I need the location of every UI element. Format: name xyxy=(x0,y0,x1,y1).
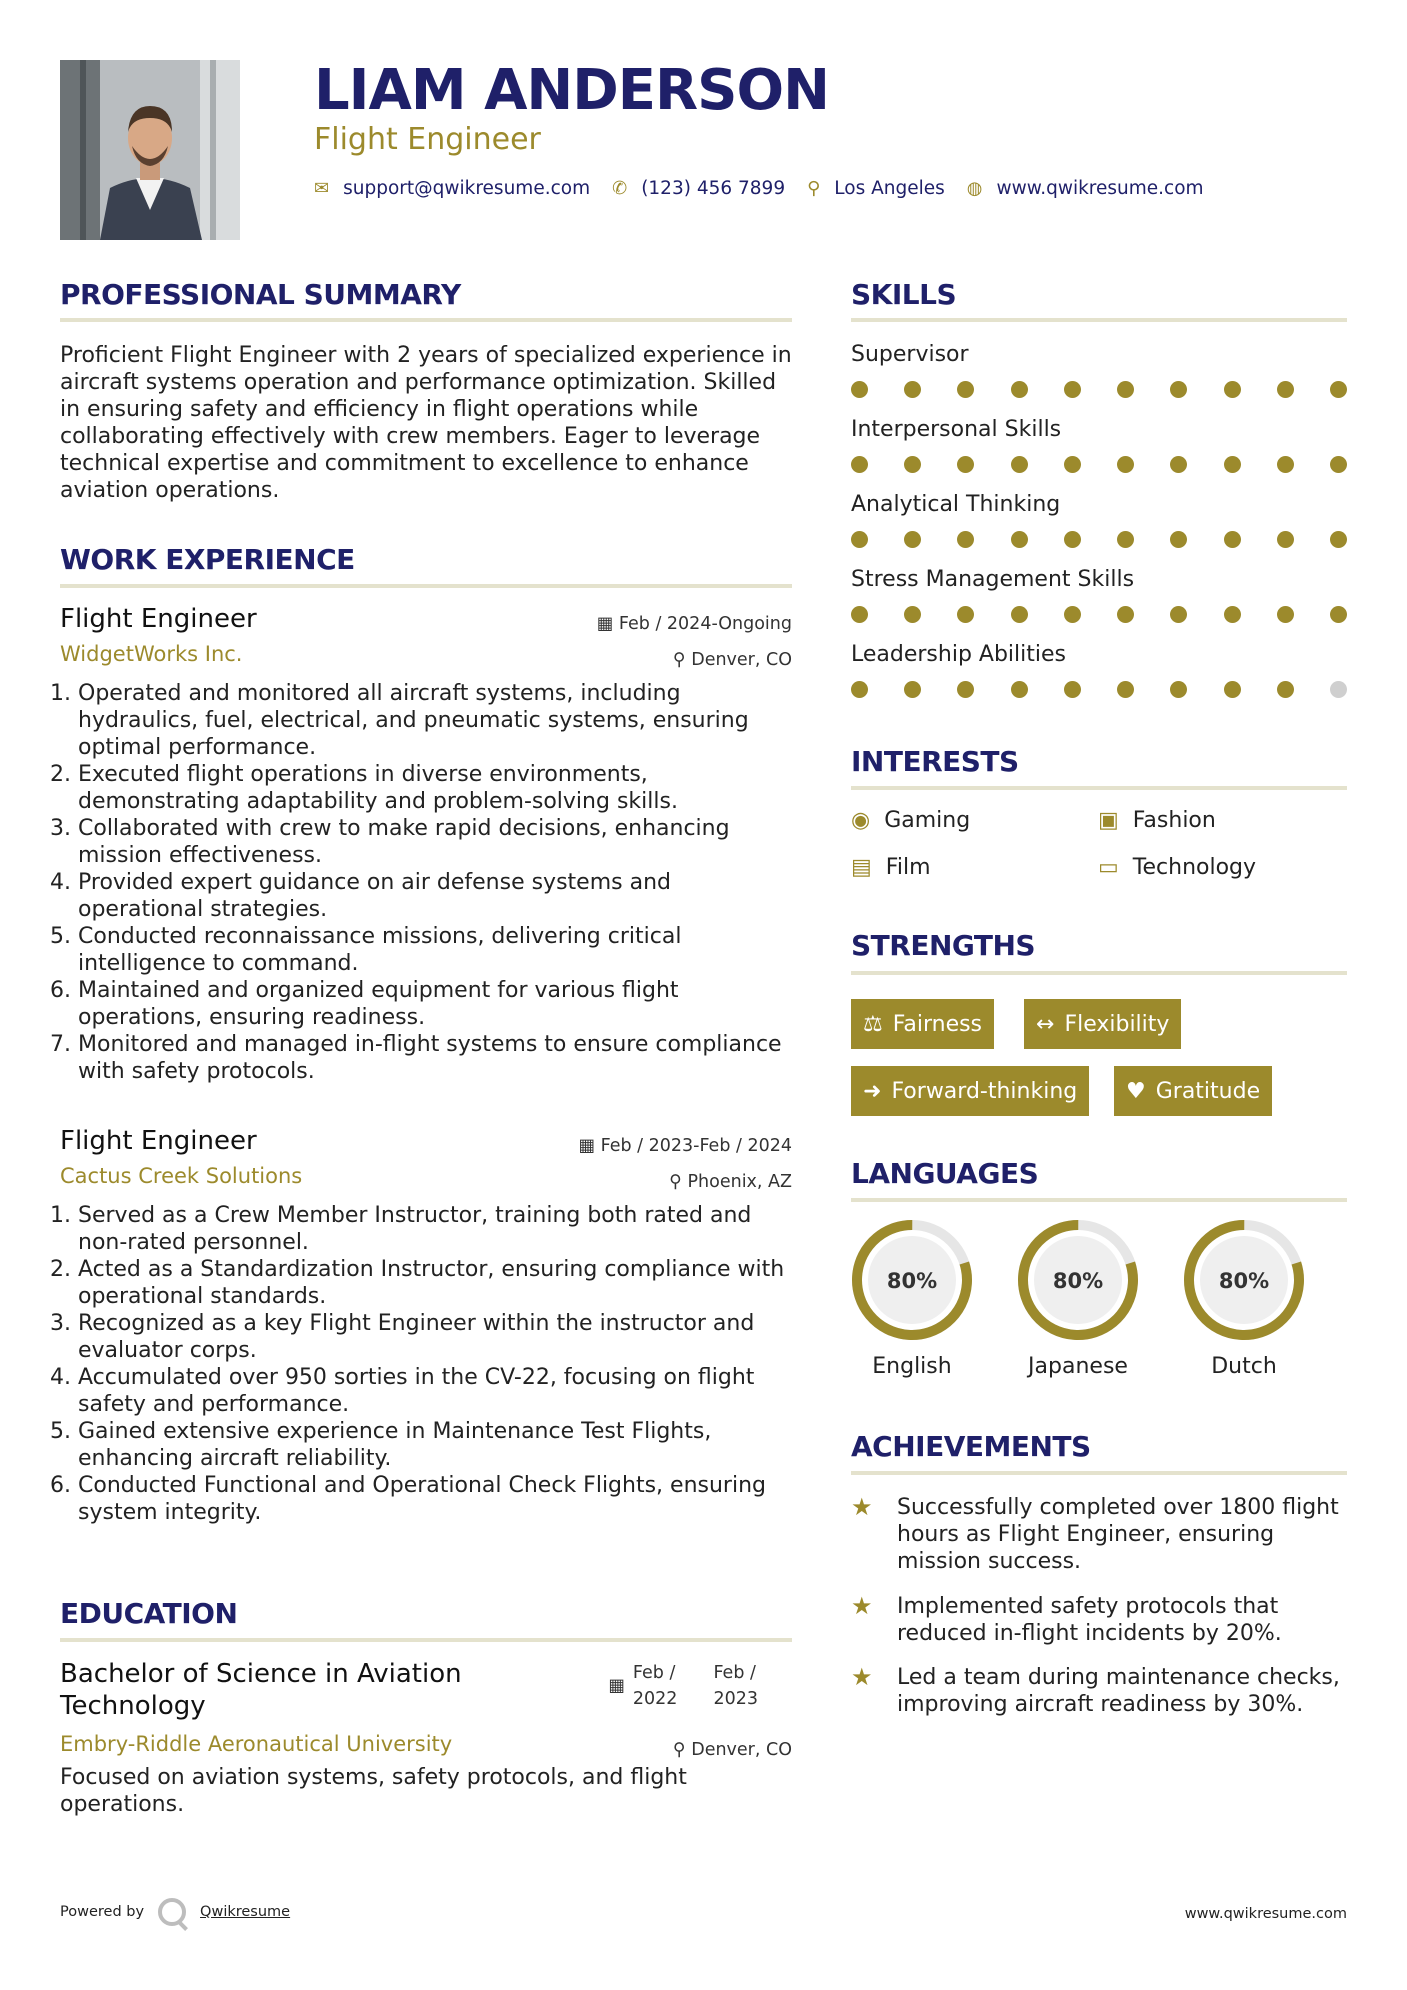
list-item: 7. Monitored and managed in-flight systems to ensure compliance with safety protocols. xyxy=(78,1031,792,1085)
rating-dot-filled xyxy=(1064,381,1081,398)
pin-icon: ⚲ xyxy=(669,1172,688,1192)
language-name: Japanese xyxy=(1028,1354,1128,1379)
rating-dot-filled xyxy=(851,681,868,698)
calendar-icon: ▦ xyxy=(596,614,619,634)
rating-dot-filled xyxy=(1330,381,1347,398)
education-dates xyxy=(608,1660,758,1712)
job-company: WidgetWorks Inc. xyxy=(60,642,243,666)
strength-tag-forward-thinking: ➜ Forward-thinking xyxy=(851,1066,1089,1116)
rating-dot-filled xyxy=(851,531,868,548)
interest-gaming: ◉ Gaming xyxy=(851,808,971,833)
list-item: 6. Maintained and organized equipment for various flight operations, ensuring readiness. xyxy=(78,977,792,1031)
rating-dot-filled xyxy=(851,456,868,473)
arrows-horizontal-icon: ↔ xyxy=(1036,1011,1055,1037)
education-heading: EDUCATION xyxy=(60,1597,238,1630)
skill-rating xyxy=(851,531,1347,548)
rating-dot-filled xyxy=(1330,456,1347,473)
rating-dot-filled xyxy=(1064,531,1081,548)
skill-rating xyxy=(851,456,1347,473)
summary-heading: PROFESSIONAL SUMMARY xyxy=(60,278,461,311)
list-item: 3. Collaborated with crew to make rapid decisions, enhancing mission effectiveness. xyxy=(78,815,792,869)
candidate-name: LIAM ANDERSON xyxy=(314,58,829,123)
language-item xyxy=(850,1218,974,1379)
job-bullets xyxy=(60,1202,792,1526)
interests-heading: INTERESTS xyxy=(851,745,1019,778)
phone-icon: ✆ xyxy=(612,178,628,199)
rating-dot-filled xyxy=(851,381,868,398)
rating-dot-filled xyxy=(1170,681,1187,698)
summary-text: Proficient Flight Engineer with 2 years of specialized experience in aircraft systems operation and performance optimization. Skilled in ensuring safety and efficiency in flight operations while collaborating effectively with crew members. Eager to leverage technical expertise and commitment to excellence to enhance aviation operations. xyxy=(60,343,792,503)
job-title: Flight Engineer xyxy=(60,604,257,634)
footer-powered-by xyxy=(60,1898,290,1926)
arrow-right-icon: ➜ xyxy=(863,1078,882,1104)
date-start: Feb / 2022 xyxy=(632,1663,678,1709)
skill-item xyxy=(851,567,1347,642)
rating-dot-filled xyxy=(904,531,921,548)
rating-dot-filled xyxy=(1277,381,1294,398)
education-divider xyxy=(60,1638,792,1642)
rating-dot-filled xyxy=(1277,456,1294,473)
rating-dot-filled xyxy=(1117,381,1134,398)
heart-icon: ♥ xyxy=(1126,1078,1146,1104)
rating-dot-filled xyxy=(1277,681,1294,698)
location-text: Los Angeles xyxy=(834,178,945,199)
rating-dot-filled xyxy=(904,381,921,398)
rating-dot-filled xyxy=(957,456,974,473)
rating-dot-empty xyxy=(1330,681,1347,698)
qwikresume-logo-icon xyxy=(158,1898,186,1926)
list-item: 1. Operated and monitored all aircraft systems, including hydraulics, fuel, electrical, and pneumatic systems, ensuring optimal performance. xyxy=(78,680,792,761)
rating-dot-filled xyxy=(957,681,974,698)
job-entry-2 xyxy=(60,1126,792,1546)
map-marker-icon: ⚲ xyxy=(807,178,821,199)
calendar-icon: ▦ xyxy=(608,1676,625,1696)
contact-website[interactable] xyxy=(967,178,1204,199)
skills-list xyxy=(851,342,1347,717)
rating-dot-filled xyxy=(1170,531,1187,548)
list-item: 4. Provided expert guidance on air defense systems and operational strategies. xyxy=(78,869,792,923)
job-title: Flight Engineer xyxy=(60,1126,257,1156)
pin-icon: ⚲ xyxy=(672,650,692,670)
summary-divider xyxy=(60,318,792,322)
rating-dot-filled xyxy=(1064,681,1081,698)
skill-item xyxy=(851,492,1347,567)
calendar-icon: ▦ xyxy=(578,1136,601,1156)
rating-dot-filled xyxy=(1011,681,1028,698)
profile-photo xyxy=(60,60,240,240)
job-company: Cactus Creek Solutions xyxy=(60,1164,303,1188)
rating-dot-filled xyxy=(1224,531,1241,548)
job-date: ▦ Feb / 2023-Feb / 2024 xyxy=(578,1136,792,1156)
globe-icon: ◍ xyxy=(966,178,983,199)
powered-by-text: Powered by xyxy=(60,1904,145,1920)
contact-bar xyxy=(314,178,1226,199)
envelope-icon: ✉ xyxy=(314,178,330,199)
language-name: English xyxy=(872,1354,952,1379)
shopping-bag-icon: ▣ xyxy=(1098,808,1119,833)
strengths-heading: STRENGTHS xyxy=(851,929,1036,962)
skill-rating xyxy=(851,381,1347,398)
skill-rating xyxy=(851,606,1347,623)
skill-label: Analytical Thinking xyxy=(851,492,1061,517)
language-ring xyxy=(1182,1218,1306,1342)
rating-dot-filled xyxy=(1117,456,1134,473)
list-item: 3. Recognized as a key Flight Engineer within the instructor and evaluator corps. xyxy=(78,1310,792,1364)
list-item: 5. Gained extensive experience in Maintenance Test Flights, enhancing aircraft reliability. xyxy=(78,1418,792,1472)
job-bullets xyxy=(60,680,792,1085)
job-location: ⚲ Denver, CO xyxy=(672,650,792,670)
rating-dot-filled xyxy=(1224,681,1241,698)
skill-item xyxy=(851,642,1347,717)
star-icon: ★ xyxy=(851,1493,873,1521)
list-item: 2. Acted as a Standardization Instructor, ensuring compliance with operational standards. xyxy=(78,1256,792,1310)
brand-link[interactable]: Qwikresume xyxy=(200,1904,291,1920)
rating-dot-filled xyxy=(1330,606,1347,623)
languages-heading: LANGUAGES xyxy=(851,1157,1039,1190)
achievements-divider xyxy=(851,1471,1347,1475)
rating-dot-filled xyxy=(1011,456,1028,473)
list-item: 1. Served as a Crew Member Instructor, training both rated and non-rated personnel. xyxy=(78,1202,792,1256)
rating-dot-filled xyxy=(1011,531,1028,548)
rating-dot-filled xyxy=(957,531,974,548)
strength-tag-flexibility: ↔ Flexibility xyxy=(1024,999,1181,1049)
list-item: 5. Conducted reconnaissance missions, delivering critical intelligence to command. xyxy=(78,923,792,977)
strength-tag-fairness: ⚖ Fairness xyxy=(851,999,994,1049)
skill-rating xyxy=(851,681,1347,698)
language-percent: 80% xyxy=(1052,1269,1104,1293)
rating-dot-filled xyxy=(1224,381,1241,398)
rating-dot-filled xyxy=(1011,381,1028,398)
skill-item xyxy=(851,342,1347,417)
rating-dot-filled xyxy=(1224,456,1241,473)
education-entry xyxy=(60,1658,792,1838)
job-entry-1 xyxy=(60,604,792,1104)
pin-icon: ⚲ xyxy=(672,1740,692,1760)
gamepad-icon: ◉ xyxy=(851,808,871,833)
website-text[interactable]: www.qwikresume.com xyxy=(996,178,1204,199)
contact-email[interactable] xyxy=(314,178,590,199)
rating-dot-filled xyxy=(1117,531,1134,548)
laptop-icon: ▭ xyxy=(1098,855,1119,880)
degree-line-2: Technology xyxy=(60,1691,206,1721)
language-item xyxy=(1016,1218,1140,1379)
rating-dot-filled xyxy=(1277,531,1294,548)
rating-dot-filled xyxy=(957,381,974,398)
skill-label: Supervisor xyxy=(851,342,969,367)
experience-divider xyxy=(60,584,792,588)
skills-heading: SKILLS xyxy=(851,278,957,311)
achievement-item-1: ★ Successfully completed over 1800 flight hours as Flight Engineer, ensuring mission success. xyxy=(851,1493,1339,1574)
rating-dot-filled xyxy=(1064,456,1081,473)
phone-text[interactable]: (123) 456 7899 xyxy=(641,178,786,199)
rating-dot-filled xyxy=(904,681,921,698)
experience-heading: WORK EXPERIENCE xyxy=(60,543,355,576)
rating-dot-filled xyxy=(1277,606,1294,623)
education-description: Focused on aviation systems, safety protocols, and flight operations. xyxy=(60,1765,687,1817)
language-percent: 80% xyxy=(886,1269,938,1293)
balance-scale-icon: ⚖ xyxy=(863,1011,883,1037)
achievement-item-3: ★ Led a team during maintenance checks, improving aircraft readiness by 30%. xyxy=(851,1663,1340,1717)
language-name: Dutch xyxy=(1211,1354,1277,1379)
rating-dot-filled xyxy=(1224,606,1241,623)
language-item xyxy=(1182,1218,1306,1379)
job-location: ⚲ Phoenix, AZ xyxy=(669,1172,792,1192)
contact-phone[interactable] xyxy=(612,178,785,199)
school-name: Embry-Riddle Aeronautical University xyxy=(60,1732,453,1756)
rating-dot-filled xyxy=(904,456,921,473)
rating-dot-filled xyxy=(1011,606,1028,623)
rating-dot-filled xyxy=(851,606,868,623)
achievements-heading: ACHIEVEMENTS xyxy=(851,1430,1091,1463)
email-text[interactable]: support@qwikresume.com xyxy=(343,178,591,199)
skill-label: Leadership Abilities xyxy=(851,642,1066,667)
skills-divider xyxy=(851,318,1347,322)
language-percent: 80% xyxy=(1218,1269,1270,1293)
star-icon: ★ xyxy=(851,1663,873,1691)
film-icon: ▤ xyxy=(851,855,872,880)
rating-dot-filled xyxy=(1170,381,1187,398)
language-ring xyxy=(1016,1218,1140,1342)
rating-dot-filled xyxy=(957,606,974,623)
candidate-title: Flight Engineer xyxy=(314,122,541,157)
interest-fashion: ▣ Fashion xyxy=(1098,808,1216,833)
rating-dot-filled xyxy=(1117,681,1134,698)
list-item: 2. Executed flight operations in diverse environments, demonstrating adaptability and problem-solving skills. xyxy=(78,761,792,815)
strength-tag-gratitude: ♥ Gratitude xyxy=(1114,1066,1272,1116)
skill-item xyxy=(851,417,1347,492)
job-date: ▦ Feb / 2024-Ongoing xyxy=(596,614,792,634)
list-item: 4. Accumulated over 950 sorties in the CV-22, focusing on flight safety and performance. xyxy=(78,1364,792,1418)
education-location: ⚲ Denver, CO xyxy=(672,1740,792,1760)
rating-dot-filled xyxy=(1330,531,1347,548)
interest-film: ▤ Film xyxy=(851,855,931,880)
skill-label: Interpersonal Skills xyxy=(851,417,1062,442)
rating-dot-filled xyxy=(1117,606,1134,623)
star-icon: ★ xyxy=(851,1592,873,1620)
contact-location xyxy=(807,178,945,199)
list-item: 6. Conducted Functional and Operational Check Flights, ensuring system integrity. xyxy=(78,1472,792,1526)
languages-divider xyxy=(851,1198,1347,1202)
footer-website[interactable]: www.qwikresume.com xyxy=(1184,1906,1347,1922)
interests-divider xyxy=(851,786,1347,790)
language-ring xyxy=(850,1218,974,1342)
interest-technology: ▭ Technology xyxy=(1098,855,1257,880)
skill-label: Stress Management Skills xyxy=(851,567,1135,592)
degree-line-1: Bachelor of Science in Aviation xyxy=(60,1659,462,1689)
rating-dot-filled xyxy=(904,606,921,623)
date-end: Feb / 2023 xyxy=(713,1663,758,1709)
rating-dot-filled xyxy=(1170,456,1187,473)
rating-dot-filled xyxy=(1064,606,1081,623)
rating-dot-filled xyxy=(1170,606,1187,623)
strengths-divider xyxy=(851,971,1347,975)
achievement-item-2: ★ Implemented safety protocols that reduced in-flight incidents by 20%. xyxy=(851,1592,1282,1646)
